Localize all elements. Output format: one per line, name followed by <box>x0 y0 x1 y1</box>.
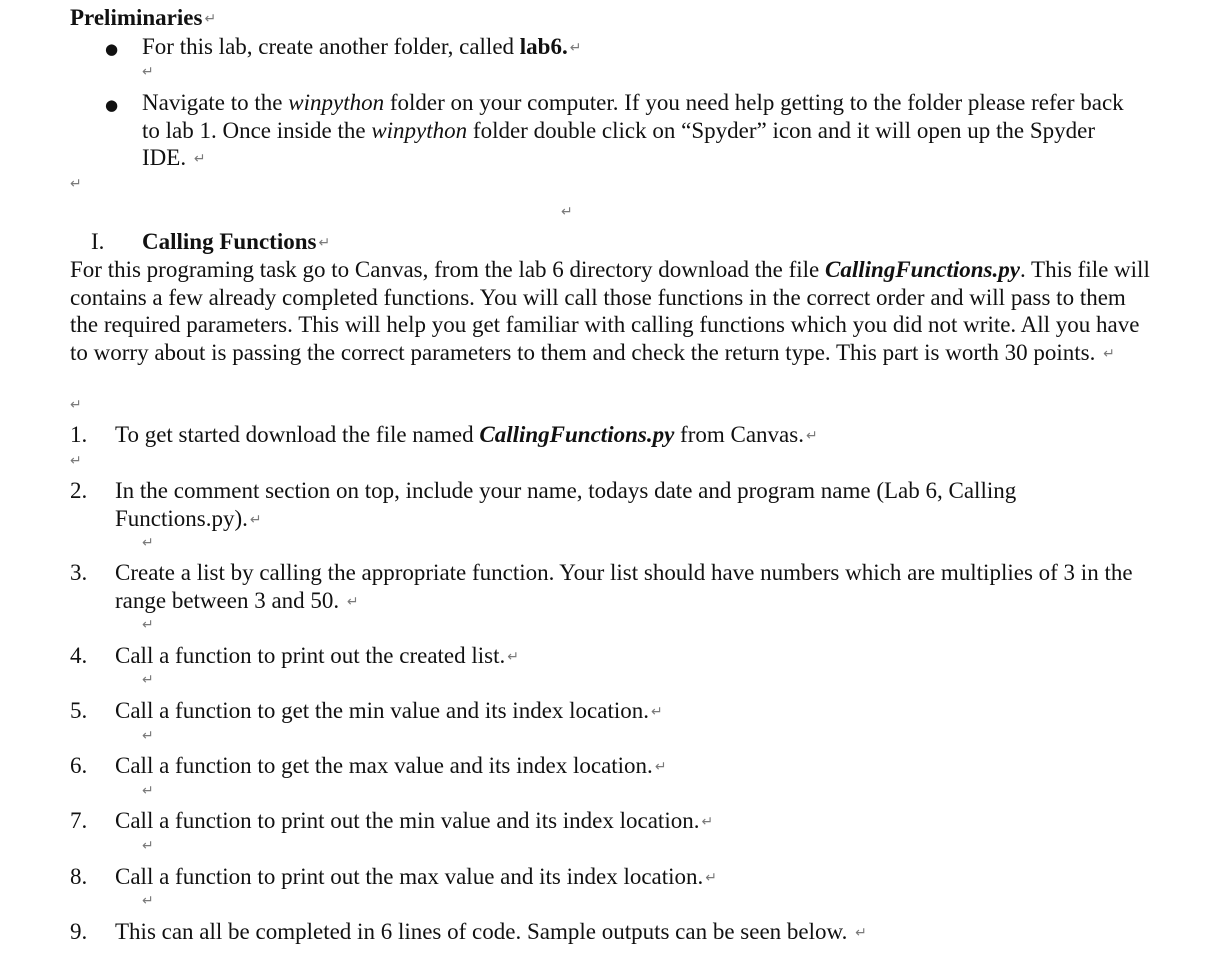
bullet2-text-3: folder double click on “Spyder” icon and it will open up the Spyder IDE. <box>142 117 1096 170</box>
paragraph-mark: ↵ <box>507 649 519 665</box>
step-text: In the comment section on top, include your name, todays date and program name (Lab 6, Calling Functions.py). <box>115 478 1017 531</box>
paragraph-mark: ↵ <box>142 783 154 799</box>
step-number: 7. <box>70 808 88 833</box>
step-text: To get started download the file named <box>115 422 480 447</box>
paragraph-mark: ↵ <box>318 235 331 251</box>
bullet2-folder-name-2: winpython <box>371 117 468 143</box>
paragraph-mark: ↵ <box>346 593 359 610</box>
step-item <box>115 697 663 728</box>
paragraph-mark: ↵ <box>142 64 154 80</box>
section-numeral: I. <box>91 229 105 254</box>
bullet2-folder-name-1: winpython <box>288 90 385 115</box>
paragraph-mark: ↵ <box>142 617 154 633</box>
preliminaries-heading <box>70 4 216 35</box>
step-number: 2. <box>70 478 88 503</box>
paragraph-mark: ↵ <box>805 428 818 444</box>
step-text: This can all be completed in 6 lines of code. Sample outputs can be seen below. <box>115 919 854 944</box>
step-number: 3. <box>70 560 88 585</box>
section-title-text: Calling Functions <box>142 229 317 254</box>
paragraph-mark: ↵ <box>249 511 262 528</box>
bullet-icon: ● <box>105 96 119 114</box>
bullet1-folder-name: lab6. <box>519 34 568 59</box>
paragraph-mark: ↵ <box>204 11 217 27</box>
step-item <box>115 642 519 673</box>
paragraph-mark: ↵ <box>142 728 154 744</box>
intro-text-1: For this programing task go to Canvas, from the lab 6 directory download the file <box>70 257 826 282</box>
paragraph-mark: ↵ <box>1103 345 1115 362</box>
step-number: 6. <box>70 753 88 778</box>
paragraph-mark: ↵ <box>142 838 154 854</box>
section-intro-paragraph <box>70 256 1152 370</box>
section-heading <box>91 228 104 255</box>
heading-text: Preliminaries <box>70 5 203 30</box>
paragraph-mark: ↵ <box>70 397 82 413</box>
step-item <box>115 807 713 838</box>
bullet2-text-2: folder on your computer. If you need help getting to the folder please refer back to lab 1. Once inside the <box>142 90 1124 143</box>
paragraph-mark: ↵ <box>142 672 154 688</box>
step-text: Call a function to print out the min value and its index location. <box>115 808 700 833</box>
step-text: Call a function to print out the max value and its index location. <box>115 864 704 889</box>
step-item <box>115 421 818 452</box>
step-number: 8. <box>70 864 88 889</box>
step-item <box>115 559 1155 618</box>
paragraph-mark: ↵ <box>142 893 154 909</box>
step-number: 1. <box>70 422 88 447</box>
bullet2-text-1: Navigate to the <box>142 90 289 115</box>
intro-file-name: CallingFunctions.py <box>825 257 1020 282</box>
paragraph-mark: ↵ <box>142 535 154 551</box>
step-number: 9. <box>70 919 88 944</box>
paragraph-mark: ↵ <box>855 925 867 941</box>
paragraph-mark: ↵ <box>651 704 663 720</box>
step-item <box>115 863 717 894</box>
paragraph-mark: ↵ <box>569 40 582 56</box>
step-file-name: CallingFunctions.py <box>479 422 675 447</box>
bullet-icon: ● <box>105 40 119 58</box>
paragraph-mark: ↵ <box>701 814 714 830</box>
bullet-item-navigate-winpython <box>142 89 1132 176</box>
step-item <box>115 752 667 783</box>
step-text: from Canvas. <box>674 422 804 447</box>
section-title <box>142 228 330 259</box>
paragraph-mark: ↵ <box>654 759 667 775</box>
step-text: Create a list by calling the appropriate function. Your list should have numbers which are multiplies of 3 in the range between 3 and 50. <box>115 560 1133 613</box>
step-item <box>115 918 867 949</box>
paragraph-mark: ↵ <box>70 453 82 469</box>
step-text: Call a function to get the min value and its index location. <box>115 698 649 723</box>
paragraph-mark: ↵ <box>193 151 206 167</box>
paragraph-mark: ↵ <box>705 870 718 886</box>
step-text: Call a function to print out the created list. <box>115 643 506 668</box>
bullet1-text: For this lab, create another folder, called <box>142 34 520 59</box>
intro-text-2: . This file will contains a few already completed functions. You will call those functions in the correct order and will pass to them the required parameters. This will help you get familiar with calling functions which you did not write. All you have to worry about is passing the correct parameters to them and check the return type. This part is worth 30 points. <box>70 257 1150 365</box>
step-item <box>115 477 1060 536</box>
step-text: Call a function to get the max value and its index location. <box>115 753 653 778</box>
paragraph-mark: ↵ <box>70 176 82 192</box>
paragraph-mark: ↵ <box>561 204 573 220</box>
step-number: 5. <box>70 698 88 723</box>
bullet-item-create-folder <box>142 33 581 64</box>
step-number: 4. <box>70 643 88 668</box>
